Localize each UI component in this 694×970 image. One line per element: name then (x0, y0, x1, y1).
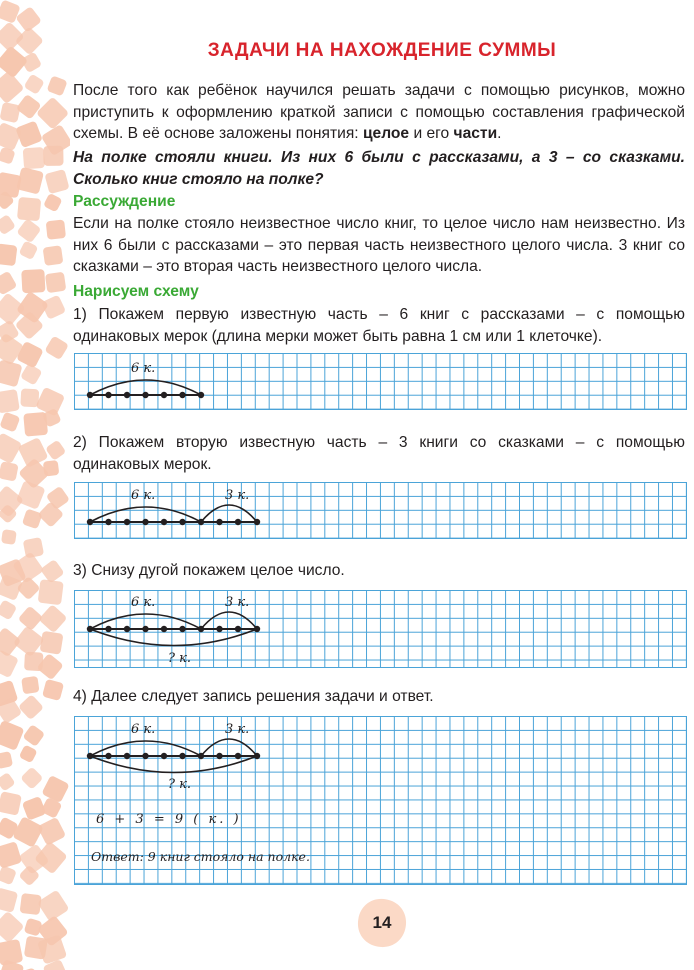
decor-square (0, 271, 17, 296)
label-6k: 6 к. (131, 722, 156, 737)
decor-square (18, 605, 44, 631)
decor-square (0, 911, 25, 944)
decor-square (22, 508, 43, 529)
decor-square (42, 679, 64, 701)
decor-square (16, 480, 46, 510)
decor-square (0, 772, 16, 792)
decor-square (1, 529, 17, 545)
decor-square (0, 412, 20, 433)
label-6k: 6 к. (131, 488, 156, 503)
decor-square (43, 245, 64, 266)
decor-square (43, 146, 63, 166)
decor-square (40, 631, 64, 655)
decor-square (44, 169, 69, 194)
decor-square (20, 766, 43, 789)
label-3k: 3 к. (225, 488, 250, 503)
decor-square (19, 744, 38, 763)
decor-square (47, 75, 68, 96)
decorative-border (0, 0, 70, 970)
decor-square (0, 243, 17, 266)
decor-square (16, 94, 42, 120)
decor-square (0, 751, 13, 769)
decor-square (20, 52, 42, 74)
reasoning-text: Если на полке стояло неизвестное число книг, то целое число нам неизвестно. Из них 6 были с рассказами – это первая часть неизвестного целого числа. 3 книг со сказками – это вторая часть неизвестного целого числа. (73, 215, 685, 276)
decor-square (22, 724, 45, 747)
grid-scheme-4 (74, 716, 687, 885)
step-4-text: 4) Далее следует запись решения задачи и ответ. (73, 688, 434, 705)
intro-paragraph: После того как ребёнок научился решать задачи с помощью рисунков, можно приступить к оформлению краткой записи с помощью составления графической схемы. В её основе заложены понятия: целое и его части. (73, 82, 685, 143)
label-6k: 6 к. (131, 595, 156, 610)
decor-square (0, 70, 24, 104)
decor-square (41, 295, 66, 320)
decor-square (0, 359, 23, 387)
decor-square (43, 460, 60, 477)
decor-square (0, 461, 19, 481)
scheme-2 (74, 482, 686, 538)
decor-square (20, 893, 42, 915)
decor-square (34, 841, 68, 875)
page-number-badge (356, 897, 408, 949)
scheme-heading: Нарисуем схему (73, 283, 199, 300)
decor-square (24, 74, 45, 95)
decor-square (0, 887, 18, 913)
term-whole: целое (362, 125, 410, 143)
grid-scheme-3 (74, 590, 687, 668)
decor-square (0, 720, 24, 751)
decor-square (0, 599, 17, 620)
decor-square (38, 604, 67, 633)
decor-square (0, 389, 20, 413)
decor-square (45, 272, 66, 293)
decor-square (12, 816, 44, 848)
solution-equation: 6 + 3 = 9 ( к. ) (96, 812, 242, 827)
decor-square (44, 336, 69, 361)
decor-square (43, 193, 63, 213)
decor-square (16, 218, 41, 243)
decor-square (46, 219, 66, 239)
decor-square (16, 167, 44, 195)
decor-square (21, 676, 39, 694)
decor-square (0, 841, 22, 869)
decor-square (21, 269, 45, 293)
decor-square (0, 865, 17, 885)
label-3k: 3 к. (225, 595, 250, 610)
decor-square (20, 363, 43, 386)
label-3k: 3 к. (225, 722, 250, 737)
label-whole: ? к. (168, 651, 191, 666)
decor-square (19, 240, 39, 260)
decor-square (38, 579, 64, 605)
answer-text: Ответ: 9 книг стояло на полке. (91, 849, 310, 864)
scheme-1 (74, 353, 686, 409)
label-6k: 6 к. (131, 361, 156, 376)
task-text: На полке стояли книги. Из них 6 были с рассказами, а 3 – со сказками. Сколько книг стояло на полке? (73, 149, 685, 188)
decor-square (23, 147, 45, 169)
page-number: 14 (372, 913, 392, 932)
decor-square (0, 102, 21, 123)
decor-square (20, 388, 39, 407)
term-parts: части (453, 125, 498, 143)
scheme-3 (74, 590, 686, 667)
decor-square (18, 694, 44, 720)
label-whole: ? к. (168, 777, 191, 792)
decor-square (37, 817, 66, 846)
page-title: ЗАДАЧИ НА НАХОЖДЕНИЕ СУММЫ (207, 40, 557, 61)
grid-scheme-2 (74, 482, 687, 539)
reasoning-heading: Рассуждение (73, 193, 176, 210)
decor-square (15, 26, 44, 55)
step-1-text: 1) Покажем первую известную часть – 6 книг с рассказами – с помощью одинаковых мерок (длина мерки может быть равна 1 см или 1 клеточке). (73, 306, 685, 345)
decor-square (41, 775, 69, 803)
decor-square (36, 97, 69, 130)
step-3-text: 3) Снизу дугой покажем целое число. (73, 562, 345, 579)
decor-square (17, 197, 41, 221)
decor-square (0, 791, 22, 816)
decor-square (15, 120, 43, 148)
grid-scheme-1 (74, 353, 687, 410)
step-2-text: 2) Покажем вторую известную часть – 3 книги со сказками – с помощью одинаковых мерок. (73, 434, 685, 473)
decor-square (0, 214, 16, 235)
decor-square (45, 440, 66, 461)
